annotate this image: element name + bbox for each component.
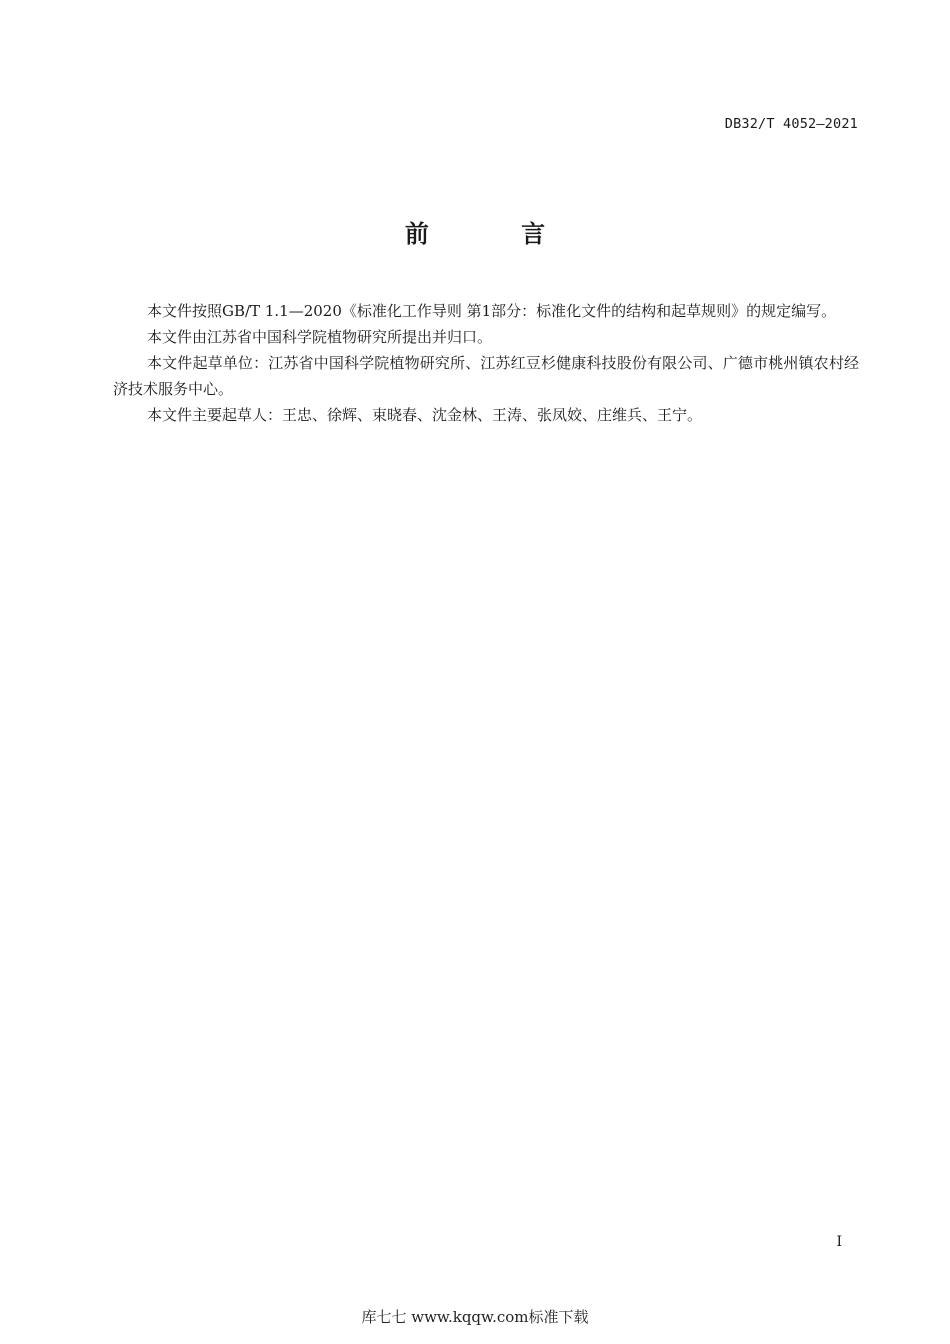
footer-watermark: 库七七 www.kqqw.com标准下载 <box>361 1308 589 1326</box>
page-number: I <box>836 1234 842 1250</box>
standard-code: DB32/T 4052—2021 <box>724 116 858 132</box>
foreword-body <box>113 298 859 428</box>
paragraph-drafters: 本文件主要起草人：王忠、徐辉、束晓春、沈金林、王涛、张凤姣、庄维兵、王宁。 <box>147 406 703 424</box>
paragraph-proposer: 本文件由江苏省中国科学院植物研究所提出并归口。 <box>147 328 493 346</box>
paragraph-drafting-rules: 本文件按照GB/T 1.1—2020《标准化工作导则 第1部分：标准化文件的结构和起草规则》的规定编写。 <box>147 302 837 320</box>
paragraph-drafting-units: 本文件起草单位：江苏省中国科学院植物研究所、江苏红豆杉健康科技股份有限公司、广德市桃州镇农村经济技术服务中心。 <box>113 354 859 398</box>
page-title: 前 言 <box>404 220 588 248</box>
